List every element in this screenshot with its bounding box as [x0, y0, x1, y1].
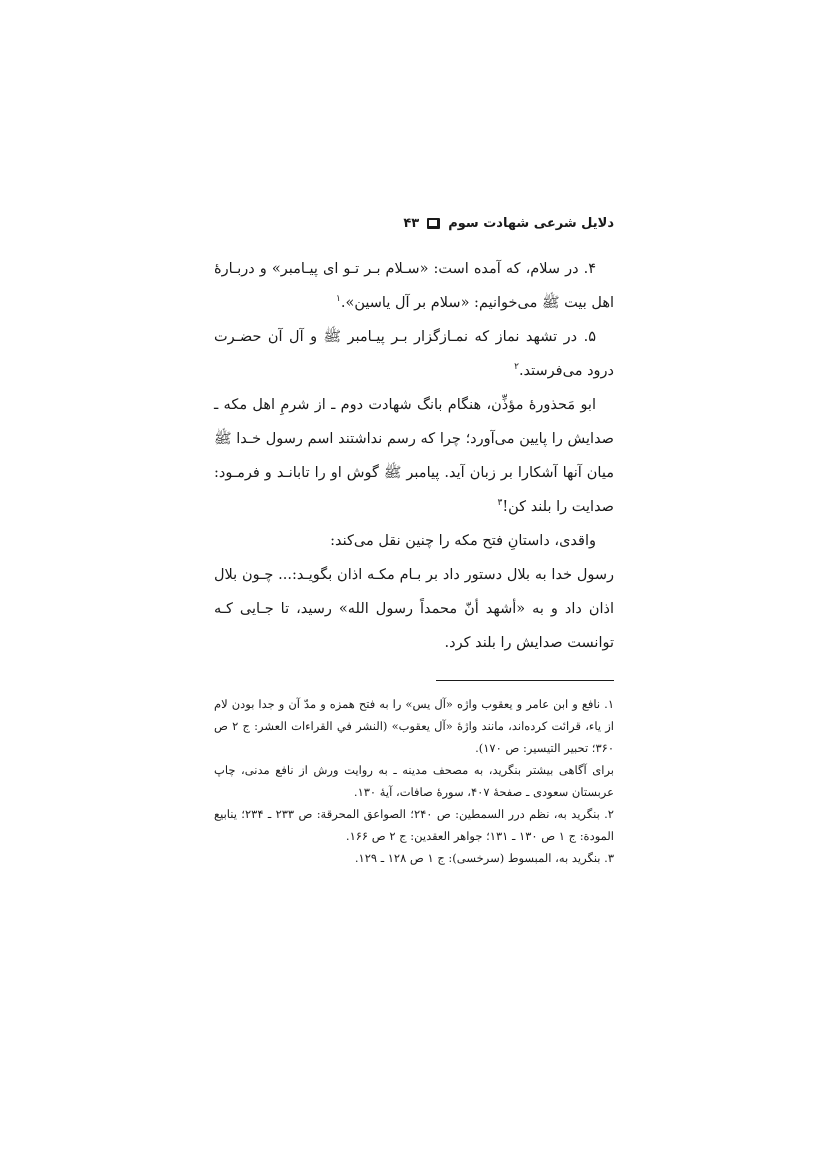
running-header [214, 210, 614, 236]
running-title: دلایل شرعی شهادت سوم [448, 215, 614, 231]
square-box-icon [427, 218, 440, 229]
footnote-ref-3[interactable]: ۳ [497, 498, 503, 509]
footnote-ref-1[interactable]: ۱ [336, 294, 341, 305]
body-text [214, 252, 614, 660]
footnote-1-continued: برای آگاهی بیشتر بنگرید، به مصحف مدینه ـ به روایت ورش از نافع مدنی، چاپ عربستان سعودی ـ صفحهٔ ۴۰۷، سورهٔ صافات، آیهٔ ۱۳۰. [214, 763, 614, 799]
paragraph-bilal: رسول خدا به بلال دستور داد بر بـام مکـه اذان بگویـد:... چـون بلال اذان داد و به «أشهد أنّ محمداً رسول الله» رسید، تا جـایی کـه توانست صدایش را بلند کرد. [214, 567, 614, 651]
footnotes [214, 693, 614, 869]
paragraph-salam: ۴. در سلام، که آمده است: «سـلام بـر تـو ای پیـامبر» و دربـارۀ اهل بیت ﷺ می‌خوانیم: «سلام بر آل یاسین».$^۱$ [214, 261, 614, 311]
footnote-ref-2[interactable]: ۲ [514, 362, 519, 373]
paragraph-abu-mahdhura: ابو مَحذورهٔ مؤذِّن، هنگام بانگ شهادت دوم ـ از شرمِ اهل مکه ـ صدایش را پایین می‌آورد؛ چرا که رسم نداشتند اسم رسول خـدا ﷺ میان آنها آشکارا بر زبان آید. پیامبر ﷺ گوش او را تابانـد و فرمـود: صدایت را بلند کن!$^۳$ [214, 397, 614, 515]
footnote-1: ۱. نافع و ابن عامر و یعقوب واژه «آل یس» را به فتح همزه و مدّ آن و جدا بودن لام از یاء، قرائت کرده‌اند، مانند واژهٔ «آل یعقوب» (النشر في القراءات العشر: ج ۲ ص ۳۶۰؛ تحبیر التیسیر: ص ۱۷۰). [214, 697, 614, 755]
paragraph-tashahhud: ۵. در تشهد نماز که نمـازگزار بـر پیـامبر ﷺ و آل آن حضـرت درود می‌فرستد.$^۲$ [214, 329, 614, 379]
footnote-3: ۳. بنگرید به، المبسوط (سرخسی): ج ۱ ص ۱۲۸ ـ ۱۲۹. [354, 851, 614, 865]
paragraph-waqidi: واقدی، داستانِ فتح مکه را چنین نقل می‌کند: [330, 533, 596, 549]
book-page [214, 210, 614, 869]
page-number: ۴۳ [403, 215, 420, 231]
footnote-divider [436, 680, 614, 681]
footnote-2: ۲. بنگرید به، نظم درر السمطین: ص ۲۴۰؛ الصواعق المحرقة: ص ۲۳۳ ـ ۲۳۴؛ ینابیع المودة: ج ۱ ص ۱۳۰ ـ ۱۳۱؛ جواهر العقدین: ج ۲ ص ۱۶۶. [214, 807, 614, 843]
